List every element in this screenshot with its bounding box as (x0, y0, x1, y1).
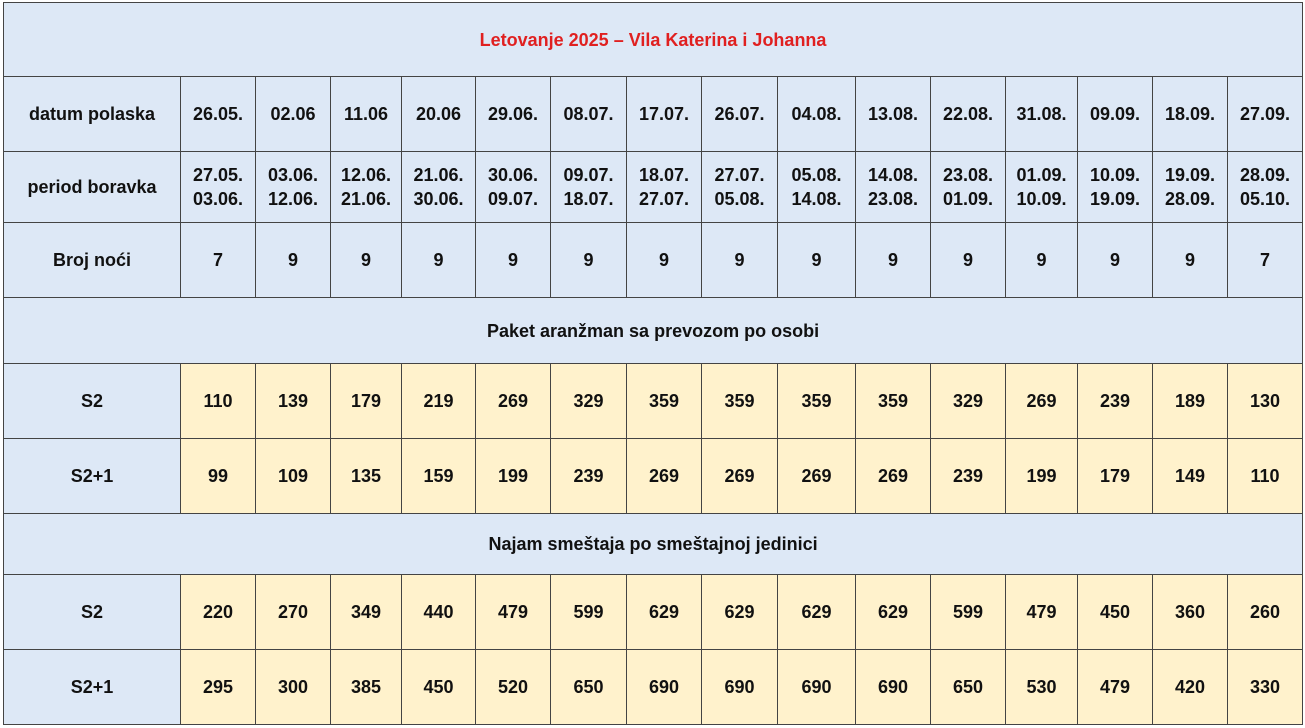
section-row (4, 298, 1303, 364)
price-cell: 135 (331, 439, 402, 514)
price-cell: 450 (402, 650, 476, 725)
price-cell: 629 (778, 575, 856, 650)
nights-label: Broj noći (4, 223, 181, 298)
departure-date-cell: 26.05. (181, 77, 256, 152)
price-cell: 110 (1228, 439, 1303, 514)
nights-cell: 9 (627, 223, 702, 298)
nights-cell: 9 (702, 223, 778, 298)
nights-cell: 9 (856, 223, 931, 298)
price-cell: 330 (1228, 650, 1303, 725)
title-row (4, 3, 1303, 77)
period-to: 27.07. (638, 189, 690, 209)
price-cell: 269 (702, 439, 778, 514)
period-to: 01.09. (942, 189, 994, 209)
period-to: 28.09. (1164, 189, 1216, 209)
price-row (4, 364, 1303, 439)
nights-cell: 9 (256, 223, 331, 298)
price-cell: 239 (931, 439, 1006, 514)
nights-cell: 9 (1078, 223, 1153, 298)
departure-date-label: datum polaska (4, 77, 181, 152)
price-cell: 650 (931, 650, 1006, 725)
period-to: 10.09. (1016, 189, 1067, 209)
period-from: 10.09. (1089, 165, 1141, 185)
price-cell: 349 (331, 575, 402, 650)
period-to: 14.08. (791, 189, 842, 209)
stay-period-cell (1153, 152, 1228, 223)
stay-period-cell (1228, 152, 1303, 223)
price-cell: 359 (856, 364, 931, 439)
price-cell: 599 (931, 575, 1006, 650)
nights-cell: 7 (181, 223, 256, 298)
departure-date-cell: 09.09. (1078, 77, 1153, 152)
departure-date-cell: 18.09. (1153, 77, 1228, 152)
price-cell: 329 (931, 364, 1006, 439)
departure-date-cell: 27.09. (1228, 77, 1303, 152)
stay-period-cell (181, 152, 256, 223)
period-from: 19.09. (1164, 165, 1216, 185)
nights-cell: 9 (476, 223, 551, 298)
price-cell: 629 (627, 575, 702, 650)
price-cell: 130 (1228, 364, 1303, 439)
stay-period-cell (778, 152, 856, 223)
price-cell: 199 (1006, 439, 1078, 514)
price-cell: 179 (331, 364, 402, 439)
period-from: 12.06. (340, 165, 392, 185)
price-cell: 179 (1078, 439, 1153, 514)
period-from: 01.09. (1016, 165, 1067, 185)
departure-date-cell: 29.06. (476, 77, 551, 152)
price-cell: 295 (181, 650, 256, 725)
period-from: 23.08. (942, 165, 994, 185)
departure-date-row (4, 77, 1303, 152)
price-cell: 269 (1006, 364, 1078, 439)
departure-date-cell: 31.08. (1006, 77, 1078, 152)
section-row (4, 514, 1303, 575)
price-cell: 239 (551, 439, 627, 514)
price-cell: 149 (1153, 439, 1228, 514)
price-cell: 269 (476, 364, 551, 439)
stay-period-cell (551, 152, 627, 223)
price-cell: 269 (627, 439, 702, 514)
stay-period-cell (1006, 152, 1078, 223)
price-cell: 690 (778, 650, 856, 725)
period-to: 12.06. (267, 189, 319, 209)
price-cell: 99 (181, 439, 256, 514)
price-row (4, 575, 1303, 650)
price-cell: 219 (402, 364, 476, 439)
price-cell: 359 (778, 364, 856, 439)
stay-period-row (4, 152, 1303, 223)
unit-type-label: S2+1 (4, 439, 181, 514)
departure-date-cell: 04.08. (778, 77, 856, 152)
period-from: 28.09. (1240, 165, 1291, 185)
nights-cell: 9 (1006, 223, 1078, 298)
period-to: 18.07. (563, 189, 614, 209)
table-title: Letovanje 2025 – Vila Katerina i Johanna (4, 3, 1303, 77)
price-cell: 109 (256, 439, 331, 514)
period-from: 05.08. (791, 165, 842, 185)
unit-type-label: S2+1 (4, 650, 181, 725)
stay-period-cell (1078, 152, 1153, 223)
price-cell: 690 (856, 650, 931, 725)
price-cell: 159 (402, 439, 476, 514)
unit-type-label: S2 (4, 364, 181, 439)
section-title: Najam smeštaja po smeštajnoj jedinici (4, 514, 1303, 575)
stay-period-cell (931, 152, 1006, 223)
departure-date-cell: 22.08. (931, 77, 1006, 152)
price-cell: 599 (551, 575, 627, 650)
price-cell: 300 (256, 650, 331, 725)
price-cell: 220 (181, 575, 256, 650)
price-cell: 629 (702, 575, 778, 650)
price-cell: 629 (856, 575, 931, 650)
price-cell: 520 (476, 650, 551, 725)
stay-period-cell (256, 152, 331, 223)
departure-date-cell: 11.06 (331, 77, 402, 152)
departure-date-cell: 20.06 (402, 77, 476, 152)
nights-cell: 7 (1228, 223, 1303, 298)
price-cell: 450 (1078, 575, 1153, 650)
price-cell: 239 (1078, 364, 1153, 439)
price-cell: 479 (476, 575, 551, 650)
nights-cell: 9 (931, 223, 1006, 298)
price-cell: 269 (856, 439, 931, 514)
period-from: 03.06. (267, 165, 319, 185)
period-from: 14.08. (867, 165, 919, 185)
nights-cell: 9 (331, 223, 402, 298)
price-cell: 359 (627, 364, 702, 439)
period-from: 27.05. (192, 165, 244, 185)
nights-row (4, 223, 1303, 298)
price-cell: 189 (1153, 364, 1228, 439)
section-title: Paket aranžman sa prevozom po osobi (4, 298, 1303, 364)
stay-period-cell (402, 152, 476, 223)
period-to: 21.06. (340, 189, 392, 209)
departure-date-cell: 02.06 (256, 77, 331, 152)
stay-period-cell (702, 152, 778, 223)
stay-period-cell (331, 152, 402, 223)
period-to: 19.09. (1089, 189, 1141, 209)
period-to: 09.07. (487, 189, 539, 209)
departure-date-cell: 13.08. (856, 77, 931, 152)
price-cell: 385 (331, 650, 402, 725)
price-cell: 440 (402, 575, 476, 650)
price-cell: 329 (551, 364, 627, 439)
period-from: 30.06. (487, 165, 539, 185)
stay-period-cell (476, 152, 551, 223)
price-cell: 479 (1078, 650, 1153, 725)
unit-type-label: S2 (4, 575, 181, 650)
price-cell: 139 (256, 364, 331, 439)
price-cell: 270 (256, 575, 331, 650)
nights-cell: 9 (402, 223, 476, 298)
price-cell: 110 (181, 364, 256, 439)
departure-date-cell: 17.07. (627, 77, 702, 152)
period-from: 21.06. (413, 165, 464, 185)
price-cell: 420 (1153, 650, 1228, 725)
stay-period-label: period boravka (4, 152, 181, 223)
price-table (3, 2, 1303, 725)
price-cell: 479 (1006, 575, 1078, 650)
price-cell: 199 (476, 439, 551, 514)
period-to: 23.08. (867, 189, 919, 209)
period-from: 18.07. (638, 165, 690, 185)
period-to: 05.10. (1240, 189, 1291, 209)
departure-date-cell: 26.07. (702, 77, 778, 152)
price-cell: 650 (551, 650, 627, 725)
price-cell: 359 (702, 364, 778, 439)
price-cell: 530 (1006, 650, 1078, 725)
period-to: 05.08. (714, 189, 765, 209)
price-cell: 260 (1228, 575, 1303, 650)
period-to: 30.06. (413, 189, 464, 209)
price-cell: 690 (702, 650, 778, 725)
nights-cell: 9 (1153, 223, 1228, 298)
period-from: 27.07. (714, 165, 765, 185)
stay-period-cell (856, 152, 931, 223)
nights-cell: 9 (778, 223, 856, 298)
price-cell: 269 (778, 439, 856, 514)
period-to: 03.06. (192, 189, 244, 209)
price-table-body (4, 3, 1303, 725)
departure-date-cell: 08.07. (551, 77, 627, 152)
price-row (4, 439, 1303, 514)
period-from: 09.07. (563, 165, 614, 185)
nights-cell: 9 (551, 223, 627, 298)
price-cell: 690 (627, 650, 702, 725)
price-cell: 360 (1153, 575, 1228, 650)
stay-period-cell (627, 152, 702, 223)
price-row (4, 650, 1303, 725)
